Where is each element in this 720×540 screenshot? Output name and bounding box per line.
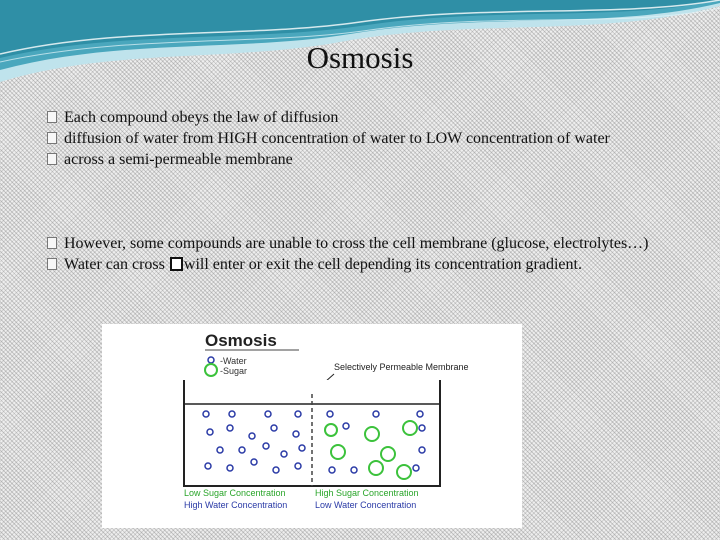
missing-glyph-icon xyxy=(170,257,183,271)
osmosis-diagram-svg xyxy=(102,324,522,528)
legend-water-icon xyxy=(208,357,214,363)
bullet-list-2 xyxy=(47,233,687,275)
right-label-water: Low Water Concentration xyxy=(315,500,417,510)
bullet-list-1 xyxy=(47,107,687,170)
bullet-item xyxy=(47,128,687,149)
bullet-box-icon xyxy=(47,258,57,270)
osmosis-diagram xyxy=(102,324,522,528)
legend-sugar-icon xyxy=(205,364,217,376)
bullet-text: Each compound obeys the law of diffusion xyxy=(64,109,339,126)
legend-water-label: -Water xyxy=(220,356,247,366)
bullet-text: However, some compounds are unable to cross the cell membrane (glucose, electrolytes…) xyxy=(64,235,649,252)
right-label-sugar: High Sugar Concentration xyxy=(315,488,419,498)
diagram-title: Osmosis xyxy=(205,331,277,350)
slide-title: Osmosis xyxy=(306,40,414,75)
bullet-text-before: Water can cross xyxy=(64,256,165,273)
membrane-label: Selectively Permeable Membrane xyxy=(334,362,469,372)
bullet-text: diffusion of water from HIGH concentration of water to LOW concentration of water xyxy=(64,130,610,147)
left-label-water: High Water Concentration xyxy=(184,500,288,510)
left-label-sugar: Low Sugar Concentration xyxy=(184,488,286,498)
legend-sugar-label: -Sugar xyxy=(220,366,248,376)
bullet-box-icon xyxy=(47,153,57,165)
bullet-text-after: will enter or exit the cell depending its concentration gradient. xyxy=(183,256,582,273)
bullet-item xyxy=(47,149,687,170)
bullet-item xyxy=(47,254,687,275)
bullet-box-icon xyxy=(47,237,57,249)
bullet-box-icon xyxy=(47,111,57,123)
bullet-box-icon xyxy=(47,132,57,144)
bullet-item xyxy=(47,107,687,128)
bullet-item xyxy=(47,233,687,254)
bullet-text: across a semi-permeable membrane xyxy=(64,151,293,168)
